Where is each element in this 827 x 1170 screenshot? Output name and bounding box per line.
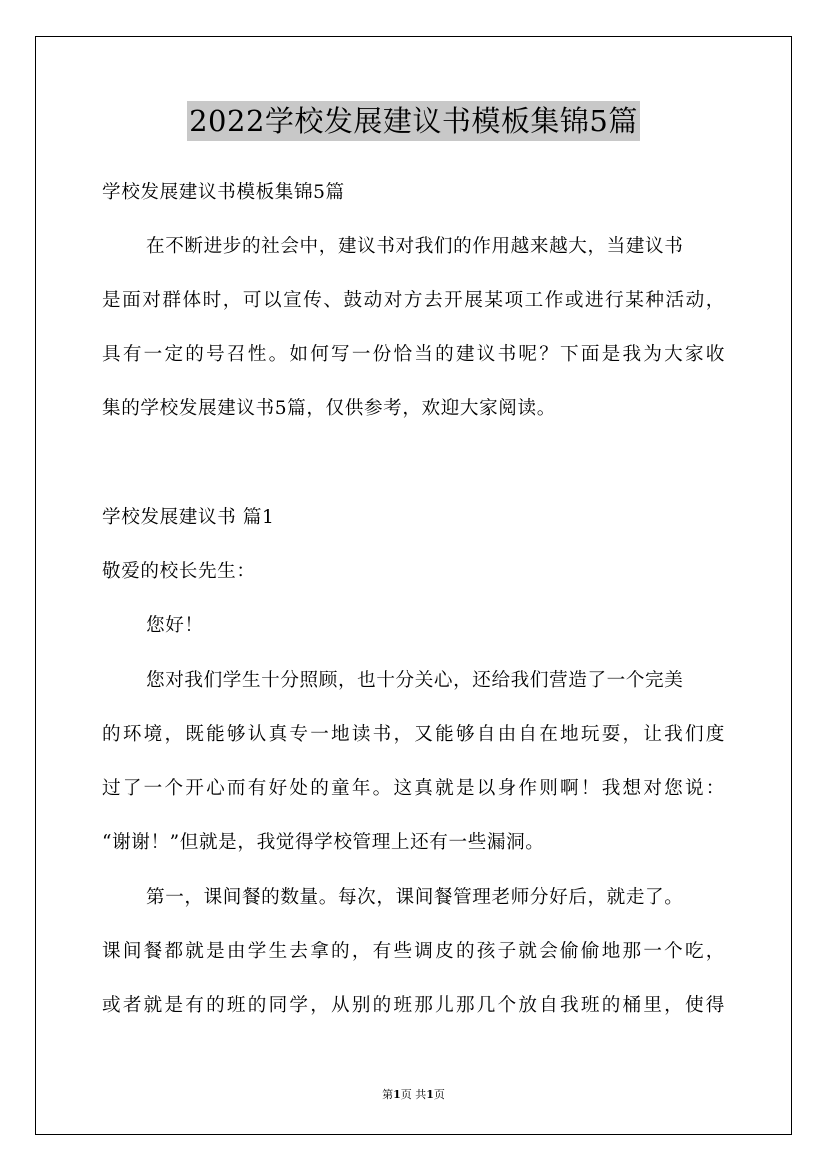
- document-subtitle: 学校发展建议书模板集锦5篇: [102, 182, 345, 203]
- para1-line-1: 您对我们学生十分照顾，也十分关心，还给我们营造了一个完美: [146, 670, 684, 691]
- para2-line-1: 第一，课间餐的数量。每次，课间餐管理老师分好后，就走了。: [146, 887, 684, 908]
- salutation: 敬爱的校长先生：: [102, 561, 256, 582]
- para1-line-2: 的环境，既能够认真专一地读书，又能够自由自在地玩耍，让我们度: [102, 724, 725, 745]
- intro-line-2: 是面对群体时，可以宣传、鼓动对方去开展某项工作或进行某种活动，: [102, 290, 725, 311]
- intro-line-1: 在不断进步的社会中，建议书对我们的作用越来越大，当建议书: [146, 236, 684, 257]
- intro-line-4: 集的学校发展建议书5篇，仅供参考，欢迎大家阅读。: [102, 398, 556, 419]
- footer-mid: 页 共: [400, 1088, 427, 1101]
- intro-line-3: 具有一定的号召性。如何写一份恰当的建议书呢？下面是我为大家收: [102, 344, 725, 365]
- section-heading: 学校发展建议书 篇1: [102, 507, 275, 528]
- document-title: 2022学校发展建议书模板集锦5篇: [187, 101, 640, 141]
- para2-line-2: 课间餐都就是由学生去拿的，有些调皮的孩子就会偷偷地那一个吃，: [102, 941, 725, 962]
- para2-line-3: 或者就是有的班的同学，从别的班那儿那几个放自我班的桶里，使得: [102, 995, 725, 1016]
- footer-total-pages: 1: [426, 1088, 434, 1101]
- title-container: [0, 101, 827, 141]
- footer-page-number: 1: [393, 1088, 401, 1101]
- page-footer: [0, 1086, 827, 1102]
- footer-suffix: 页: [433, 1088, 445, 1101]
- footer-prefix: 第: [382, 1088, 394, 1101]
- greeting: 您好！: [146, 615, 204, 636]
- para1-line-4: “谢谢！”但就是，我觉得学校管理上还有一些漏洞。: [102, 832, 545, 853]
- para1-line-3: 过了一个开心而有好处的童年。这真就是以身作则啊！我想对您说：: [102, 778, 725, 799]
